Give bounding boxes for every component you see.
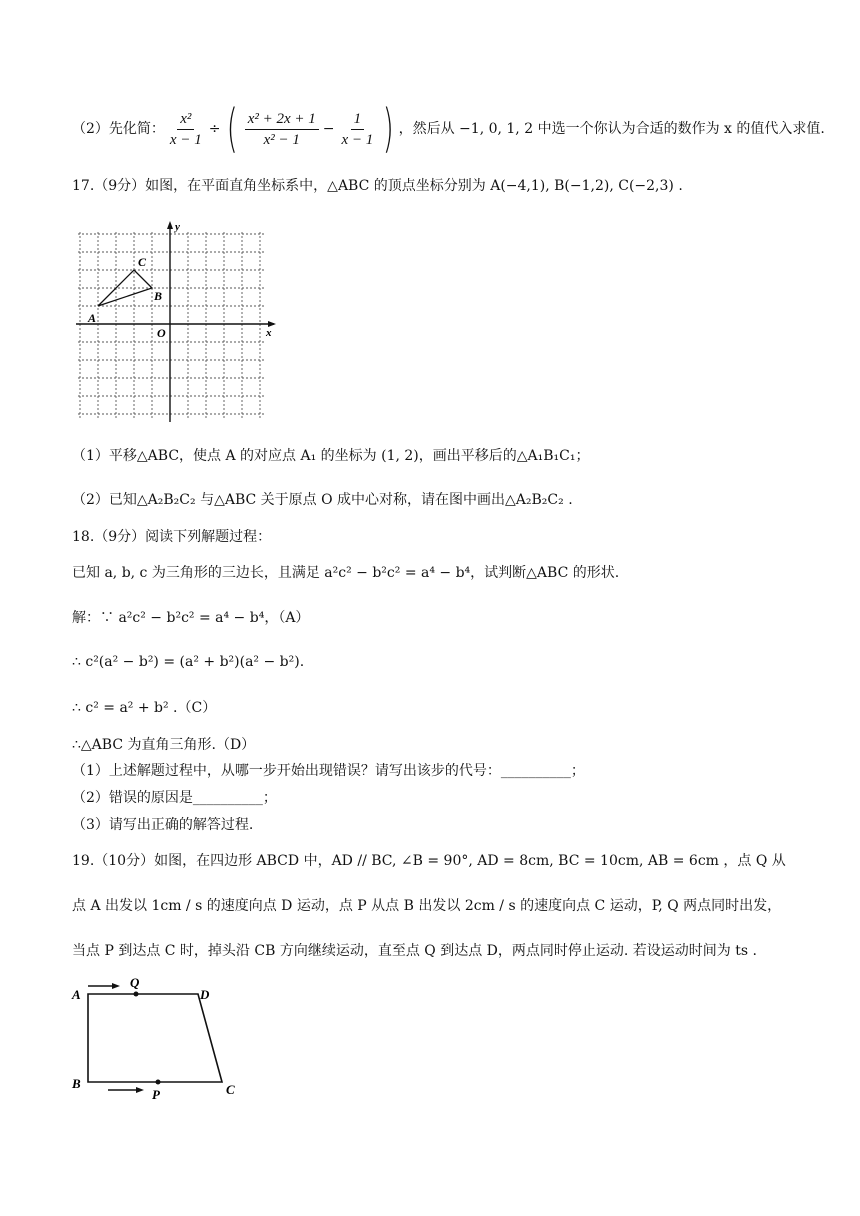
q18-ask-3: （3）请写出正确的解答过程. [72,817,254,833]
point-q [134,992,139,997]
arrow-p-head [136,1087,144,1093]
fraction-1-numerator: x² [177,109,194,130]
q17-part2: （2）已知△A₂B₂C₂ 与△ABC 关于原点 O 成中心对称，请在图中画出△A₂B₂C₂ . [72,492,573,508]
q18-step-c: ∴ c² = a² + b² .（C） [72,700,217,716]
q18-step-b: ∴ c²(a² − b²) = (a² + b²)(a² − b²). [72,654,305,670]
q18-title: 18.（9分）阅读下列解题过程： [72,529,272,545]
minus-sign: − [322,121,335,137]
fraction-3-numerator: 1 [351,109,365,130]
q18-ask-2: （2）错误的原因是__________； [72,790,277,806]
y-axis-arrow [167,221,173,229]
q18-step-a: 解：∵ a²c² − b²c² = a⁴ − b⁴，（A） [72,610,310,626]
fraction-2-denominator: x² − 1 [263,131,300,148]
fraction-3 [339,109,377,150]
left-paren: ( [227,99,239,159]
origin-label: O [157,326,166,340]
q17-title: 17.（9分）如图，在平面直角坐标系中，△ABC 的顶点坐标分别为 A(−4,1), B(−1,2), C(−2,3) . [72,178,683,194]
fraction-1 [167,109,205,150]
right-paren: ) [382,99,395,159]
y-axis-label: y [175,221,180,233]
q17-part1: （1）平移△ABC，使点 A 的对应点 A₁ 的坐标为 (1, 2)，画出平移后的△A₁B₁C₁； [72,448,590,464]
q16-part2 [72,99,825,159]
arrow-q-head [112,983,120,989]
trapezoid-abcd [88,994,222,1082]
fraction-2-numerator: x² + 2x + 1 [245,109,319,130]
q19-line-3: 当点 P 到达点 C 时，掉头沿 CB 方向继续运动，直至点 Q 到达点 D，两点同时停止运动. 若设运动时间为 ts . [72,943,757,959]
point-p [156,1080,161,1085]
divide-sign: ÷ [208,121,221,137]
grid-lines [78,232,264,418]
vertex-a-label: A [72,987,81,1002]
q18-step-d: ∴△ABC 为直角三角形.（D） [72,737,256,753]
q16-prefix: （2）先化简： [72,121,165,137]
fraction-1-denominator: x − 1 [169,131,202,148]
trapezoid-figure [66,972,266,1102]
x-axis-label: x [266,327,272,339]
q19-line-1: 19.（10分）如图，在四边形 ABCD 中，AD // BC, ∠B = 90°, AD = 8cm, BC = 10cm, AB = 6cm ，点 Q 从 [72,853,786,869]
fraction-2 [245,109,319,150]
point-q-label: Q [130,975,140,990]
q16-suffix: ，然后从 −1, 0, 1, 2 中选一个你认为合适的数作为 x 的值代入求值. [398,121,825,137]
point-b-label: B [154,289,163,303]
coordinate-grid-figure [66,218,286,428]
q19-line-2: 点 A 出发以 1cm / s 的速度向点 D 运动，点 P 从点 B 出发以 2cm / s 的速度向点 C 运动，P, Q 两点同时出发， [72,898,782,914]
point-a-label: A [88,311,97,325]
vertex-d-label: D [200,987,210,1002]
point-c-label: C [138,255,147,269]
q18-given: 已知 a, b, c 为三角形的三边长，且满足 a²c² − b²c² = a⁴ − b⁴，试判断△ABC 的形状. [72,565,620,581]
vertex-b-label: B [72,1076,81,1091]
q18-ask-1: （1）上述解题过程中，从哪一步开始出现错误？请写出该步的代号：__________； [72,763,585,779]
point-p-label: P [152,1087,160,1102]
vertex-c-label: C [226,1082,235,1097]
fraction-3-denominator: x − 1 [341,131,374,148]
